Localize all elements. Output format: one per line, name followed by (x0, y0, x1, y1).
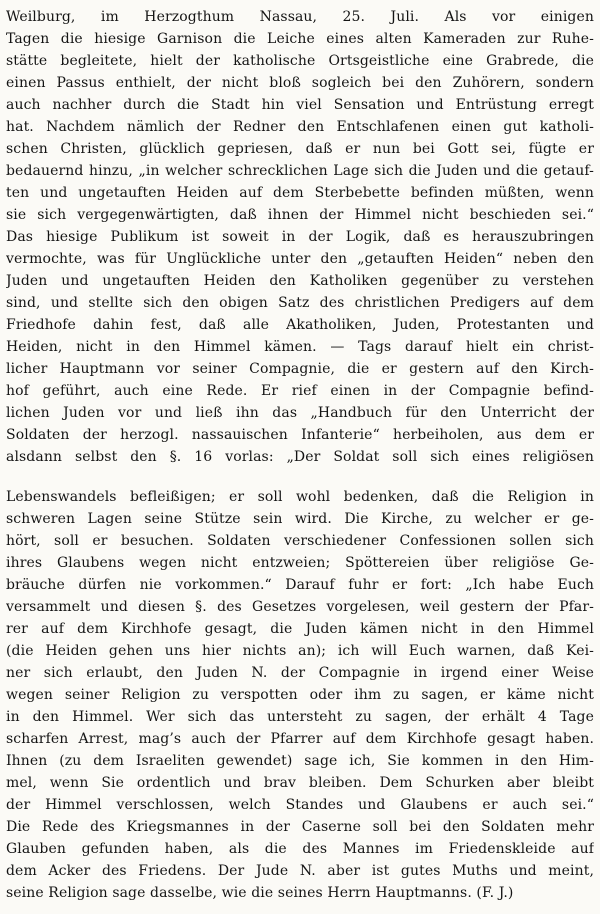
text-line: (die Heiden gehen uns hier nichts an); ich will Euch warnen, daß Kei- (6, 643, 594, 659)
text-line: Weilburg, im Herzogthum Nassau, 25. Juli. Als vor einigen (6, 9, 594, 25)
text-line: sie sich vergegenwärtigten, daß ihnen der Himmel nicht beschieden sei.“ (6, 207, 594, 223)
text-line: lichen Juden vor und ließ ihn das „Handbuch für den Unterricht der (6, 405, 594, 421)
text-line: stätte begleitete, hielt der katholische Ortsgeistliche eine Grabrede, die (6, 53, 594, 69)
text-line: in den Himmel. Wer sich das untersteht zu sagen, der erhält 4 Tage (6, 709, 594, 725)
text-line: alsdann selbst den §. 16 vorlas: „Der Soldat soll sich eines religiösen (6, 449, 594, 465)
text-line: Heiden, nicht in den Himmel kämen. — Tags darauf hielt ein christ- (6, 339, 594, 355)
text-line: Lebenswandels befleißigen; er soll wohl bedenken, daß die Religion in (6, 489, 594, 505)
text-line: Glauben gefunden haben, als die des Mannes im Friedenskleide auf (6, 841, 594, 857)
text-line: rer auf dem Kirchhofe gesagt, die Juden kämen nicht in den Himmel (6, 621, 594, 637)
text-line: Juden und ungetauften Heiden den Katholiken gegenüber zu verstehen (6, 273, 594, 289)
scan-gap (6, 468, 594, 486)
text-line: einen Passus enthielt, der nicht bloß sogleich bei den Zuhörern, sondern (6, 75, 594, 91)
text-line: Das hiesige Publikum ist soweit in der Logik, daß es herauszubringen (6, 229, 594, 245)
text-line: versammelt und diesen §. des Gesetzes vorgelesen, weil gestern der Pfar- (6, 599, 594, 615)
text-line: Soldaten der herzogl. nassauischen Infanterie“ herbeiholen, aus dem er (6, 427, 594, 443)
text-line: seine Religion sage dasselbe, wie die seines Herrn Hauptmanns. (F. J.) (6, 885, 514, 901)
text-line: hat. Nachdem nämlich der Redner den Entschlafenen einen gut katholi- (6, 119, 594, 135)
text-line: der Himmel verschlossen, welch Standes und Glaubens er auch sei.“ (6, 797, 594, 813)
text-line: mel, wenn Sie ordentlich und brav bleiben. Dem Schurken aber bleibt (6, 775, 594, 791)
text-line: Ihnen (zu dem Israeliten gewendet) sage ich, Sie kommen in den Him- (6, 753, 594, 769)
text-line: vermochte, was für Unglückliche unter den „getauften Heiden“ neben den (6, 251, 594, 267)
text-line: wegen seiner Religion zu verspotten oder ihm zu sagen, er käme nicht (6, 687, 594, 703)
text-line: bräuche dürfen nie vorkommen.“ Darauf fuhr er fort: „Ich habe Euch (6, 577, 594, 593)
text-line: licher Hauptmann vor seiner Compagnie, die er gestern auf den Kirch- (6, 361, 594, 377)
text-line: schweren Lagen seine Stütze sein wird. Die Kirche, zu welcher er ge- (6, 511, 594, 527)
text-line: hof geführt, auch eine Rede. Er rief einen in der Compagnie befind- (6, 383, 594, 399)
article-column (6, 6, 594, 904)
text-line: hört, soll er besuchen. Soldaten verschiedener Confessionen sollen sich (6, 533, 594, 549)
article-block-2 (6, 486, 594, 904)
text-line: bedauernd hinzu, „in welcher schrecklichen Lage sich die Juden und die getauf- (6, 163, 594, 179)
text-line: schen Christen, glücklich gepriesen, daß er nun bei Gott sei, fügte er (6, 141, 594, 157)
text-line: Friedhofe dahin fest, daß alle Akatholiken, Juden, Protestanten und (6, 317, 594, 333)
text-line: sind, und stellte sich den obigen Satz des christlichen Predigers auf dem (6, 295, 594, 311)
text-line: dem Acker des Friedens. Der Jude N. aber ist gutes Muths und meint, (6, 863, 594, 879)
text-line: ihres Glaubens wegen nicht entzweien; Spöttereien über religiöse Ge- (6, 555, 594, 571)
text-line: auch nachher durch die Stadt hin viel Sensation und Entrüstung erregt (6, 97, 594, 113)
text-line: ten und ungetauften Heiden auf dem Sterbebette befinden müßten, wenn (6, 185, 594, 201)
text-line: Tagen die hiesige Garnison die Leiche eines alten Kameraden zur Ruhe- (6, 31, 594, 47)
text-line: scharfen Arrest, mag’s auch der Pfarrer auf dem Kirchhofe gesagt haben. (6, 731, 594, 747)
article-block-1 (6, 6, 594, 468)
text-line: ner sich erlaubt, den Juden N. der Compagnie in irgend einer Weise (6, 665, 594, 681)
text-line: Die Rede des Kriegsmannes in der Caserne soll bei den Soldaten mehr (6, 819, 594, 835)
